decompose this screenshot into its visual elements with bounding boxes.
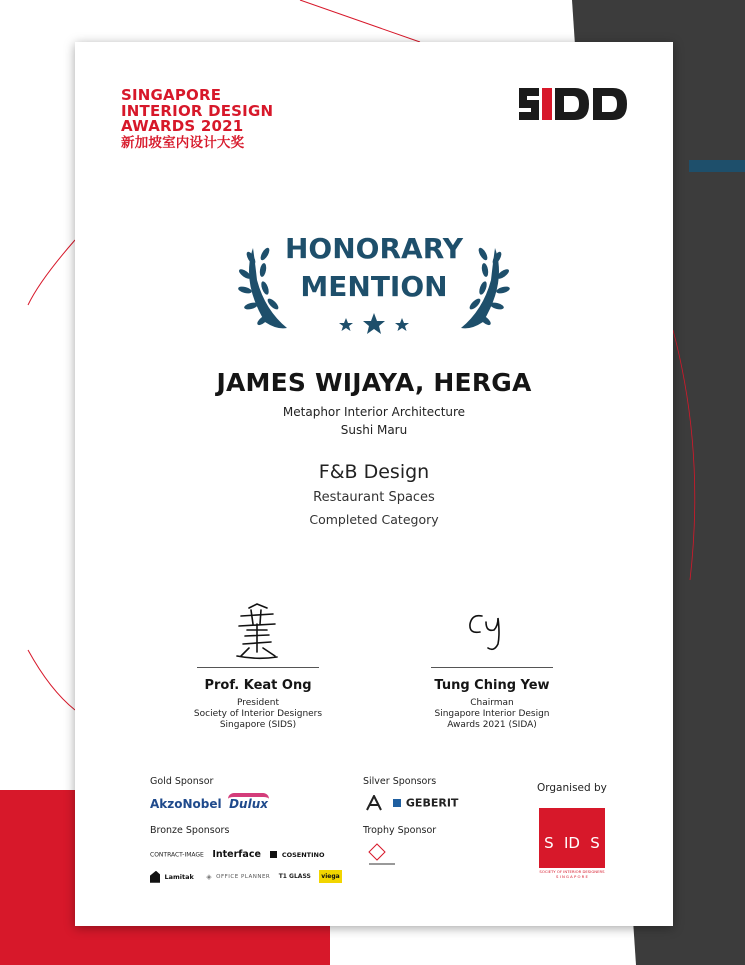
- bronze-sponsor-logos-row1: [150, 846, 325, 864]
- bronze-sponsor-logos-row2: [150, 868, 342, 886]
- geberit-square-icon: [393, 799, 401, 807]
- gold-sponsor-logos: [150, 793, 269, 815]
- signatory-2-role: [397, 698, 587, 731]
- signature-line: [431, 667, 553, 668]
- signatory-2: [397, 667, 587, 731]
- project-name: Sushi Maru: [340, 423, 408, 437]
- sids-letter: S: [590, 834, 600, 852]
- cosentino-logo: COSENTINO: [281, 850, 325, 859]
- title-line-chinese: 新加坡室内设计大奖: [121, 134, 245, 151]
- title-line-3: AWARDS 2021: [121, 117, 244, 135]
- sids-caption-2: S I N G A P O R E: [556, 874, 588, 879]
- recipient-name: JAMES WIJAYA, HERGA: [216, 368, 532, 397]
- signatory-1-role: [163, 698, 353, 731]
- sids-letters: [539, 834, 605, 852]
- signatory-2-role-line: Singapore Interior Design: [434, 709, 550, 719]
- sids-letter: ID: [564, 834, 580, 852]
- viega-logo: viega: [319, 870, 341, 883]
- signatory-1-role-line: Singapore (SIDS): [219, 720, 297, 730]
- office-planner-logo: OFFICE PLANNER: [216, 873, 271, 880]
- signatory-1: [163, 667, 353, 731]
- sids-letter: S: [544, 834, 554, 852]
- office-planner-icon: ◈: [206, 872, 212, 881]
- sids-caption: SOCIETY OF INTERIOR DESIGNERS: [539, 869, 605, 874]
- bronze-sponsors-label: Bronze Sponsors: [150, 825, 230, 836]
- geberit-logo: GEBERIT: [405, 796, 459, 810]
- signatory-1-role-line: Society of Interior Designers: [193, 709, 323, 719]
- silver-sponsors-label: Silver Sponsors: [363, 776, 437, 787]
- title-line-1: SINGAPORE: [121, 86, 222, 104]
- lamitak-logo: Lamitak: [164, 872, 194, 881]
- sids-logo: [539, 808, 605, 878]
- signatory-1-role-line: President: [237, 698, 279, 708]
- signature-line: [197, 667, 319, 668]
- akzonobel-logo: AkzoNobel: [150, 797, 222, 811]
- award-line-2: MENTION: [300, 270, 448, 303]
- signatory-2-role-line: Chairman: [470, 698, 514, 708]
- sida-logo: [517, 84, 630, 124]
- title-line-2: INTERIOR DESIGN: [121, 101, 274, 120]
- gold-sponsor-label: Gold Sponsor: [150, 776, 214, 787]
- signature-keat-ong: [227, 602, 287, 662]
- contract-image-logo: CONTRACT-IMAGE: [150, 851, 204, 859]
- t1-glass-logo: T1 GLASS: [278, 873, 311, 881]
- trophy-sponsor-logo: [367, 842, 397, 868]
- signature-tung-ching-yew: [458, 604, 528, 654]
- lamitak-icon: [150, 871, 160, 883]
- signatory-2-role-line: Awards 2021 (SIDA): [447, 720, 537, 730]
- category-type: Completed Category: [309, 512, 439, 527]
- three-stars-icon: [334, 312, 414, 336]
- signatory-1-name: Prof. Keat Ong: [204, 678, 312, 693]
- award-badge: [235, 230, 513, 340]
- award-title: [121, 88, 273, 151]
- firm-name: Metaphor Interior Architecture: [282, 405, 466, 419]
- organised-by-label: Organised by: [537, 782, 607, 794]
- category-sub: Restaurant Spaces: [313, 490, 435, 505]
- interface-logo: Interface: [212, 849, 261, 861]
- award-line-1: HONORARY: [284, 232, 463, 265]
- trophy-sponsor-label: Trophy Sponsor: [363, 825, 437, 836]
- silver-sponsor-logos: [365, 794, 458, 812]
- dulux-logo: Dulux: [228, 793, 269, 811]
- category-title: F&B Design: [318, 461, 430, 483]
- certificate-card: [75, 42, 673, 926]
- signatory-2-name: Tung Ching Yew: [434, 678, 550, 693]
- armina-a-icon: [365, 795, 383, 811]
- cosentino-icon: [270, 851, 277, 858]
